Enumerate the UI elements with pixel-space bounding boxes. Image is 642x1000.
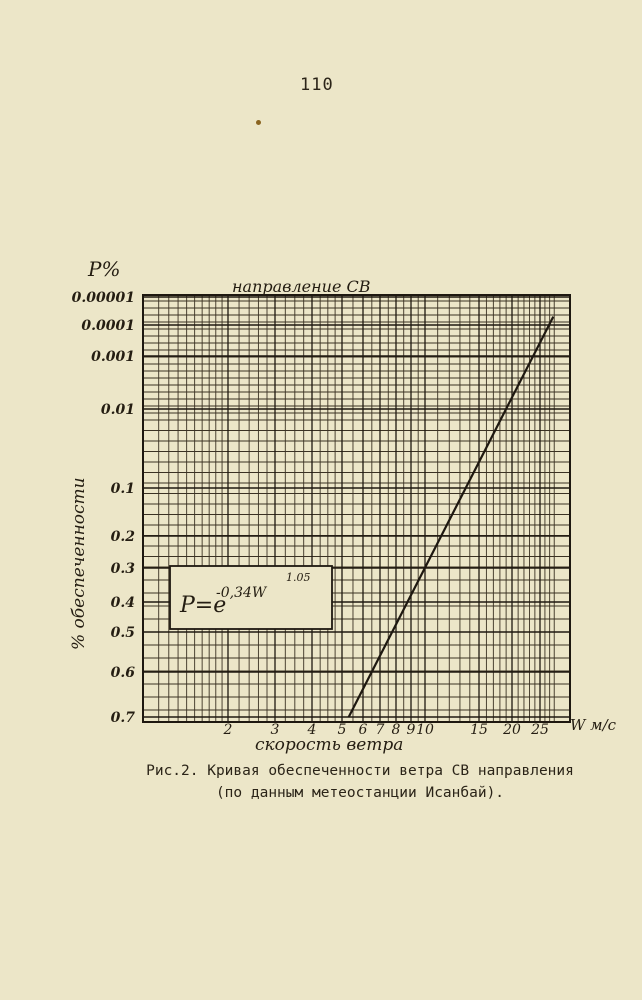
x-tick-label: 2 — [223, 722, 233, 738]
y-tick-label: 0.4 — [110, 595, 135, 611]
x-tick-label: 25 — [531, 722, 549, 738]
x-tick-label: 7 — [375, 722, 385, 738]
y-tick-label: 0.7 — [110, 710, 135, 726]
x-tick-label: 5 — [337, 722, 347, 738]
x-tick-label: 9 — [406, 722, 416, 738]
caption-line-1: Рис.2. Кривая обеспеченности ветра СВ направления — [146, 763, 574, 779]
x-tick-label: 6 — [358, 722, 368, 738]
y-tick-label: 0.3 — [110, 561, 135, 577]
y-tick-label: 0.1 — [110, 481, 135, 497]
x-tick-label: 3 — [270, 722, 280, 738]
x-unit-label: W м/с — [570, 716, 617, 734]
page-number: 110 — [300, 75, 334, 95]
y-tick-label: 0.001 — [91, 349, 135, 365]
y-tick-label: 0.2 — [110, 529, 135, 545]
minor-grid — [143, 295, 570, 722]
y-tick-label: 0.6 — [110, 665, 135, 681]
x-tick-label: 8 — [391, 722, 401, 738]
chart-title: направление СВ — [232, 277, 371, 296]
caption-line-2: (по данным метеостанции Исанбай). — [215, 785, 505, 801]
figure-caption — [100, 760, 620, 804]
y-tick-label: 0.00001 — [71, 290, 135, 306]
formula-exponent: -0,34W — [216, 585, 267, 601]
y-axis-title: % обеспеченности — [69, 477, 89, 650]
x-tick-label: 10 — [416, 722, 434, 738]
y-unit-label: P% — [88, 257, 121, 281]
y-tick-label: 0.01 — [100, 402, 135, 418]
x-tick-label: 15 — [470, 722, 488, 738]
x-axis-title: скорость ветра — [255, 735, 404, 755]
formula-power: 1.05 — [286, 571, 311, 584]
formula-base: P=e — [180, 593, 227, 618]
x-tick-label: 4 — [307, 722, 317, 738]
y-tick-label: 0.0001 — [81, 318, 135, 334]
y-tick-label: 0.5 — [110, 625, 135, 641]
x-tick-label: 20 — [503, 722, 521, 738]
